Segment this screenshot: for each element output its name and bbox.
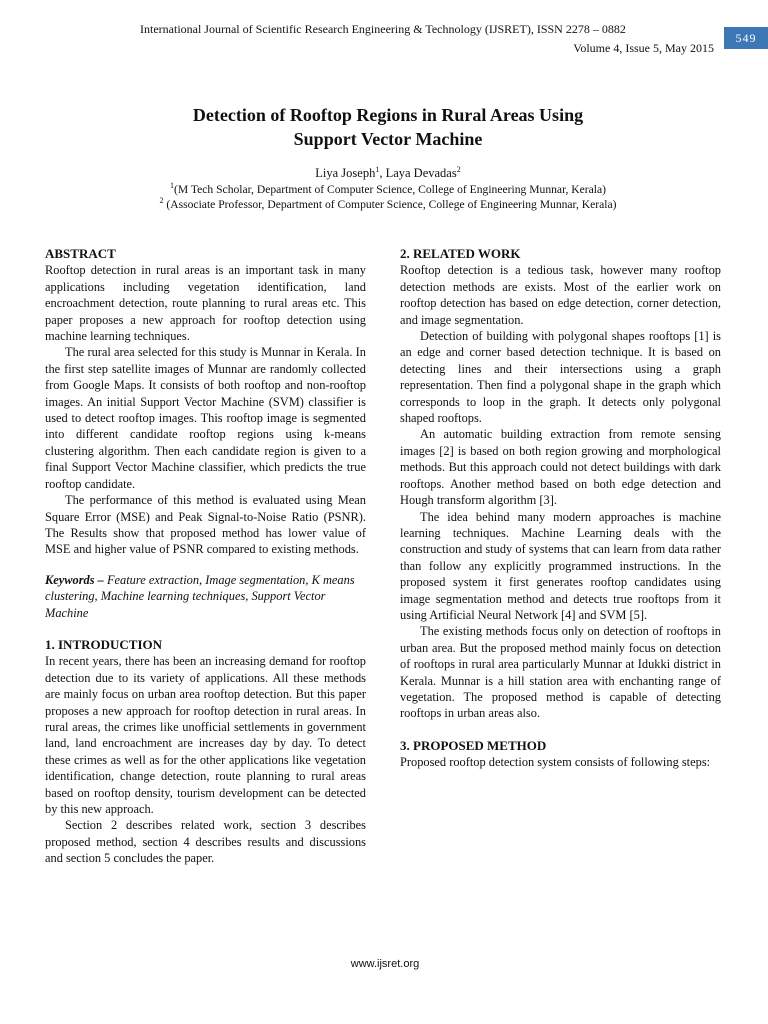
author-1-sup: 1: [375, 164, 380, 174]
affiliation-1: [0, 183, 768, 197]
journal-header: International Journal of Scientific Research Engineering & Technology (IJSRET), ISSN 2278 – 0882: [140, 22, 626, 36]
introduction-heading: 1. INTRODUCTION: [45, 636, 163, 652]
affiliation-2: [0, 198, 768, 212]
title-line-1: Detection of Rooftop Regions in Rural Areas Using: [192, 105, 584, 125]
keywords-label: Keywords –: [45, 572, 104, 587]
abstract-paragraph-2: The rural area selected for this study is Munnar in Kerala. In the first step satellite images of Munnar are randomly collected from Google Maps. It consists of both rooftop and non-rooftop images. An initial Support Vector Machine (SVM) classifier is used to detect rooftop images. This rooftop image is segmented into different candidate rooftop regions using k-means clustering algorithm. Then each candidate region is given to a final Support Vector Machine classifier, which predicts the true rooftop candidate.: [45, 345, 366, 491]
footer-url[interactable]: www.ijsret.org: [350, 958, 420, 970]
author-1: Liya Joseph: [315, 166, 376, 180]
proposed-method-heading: 3. PROPOSED METHOD: [400, 737, 547, 753]
author-2: Laya Devadas: [385, 166, 457, 180]
abstract-heading: ABSTRACT: [45, 246, 116, 261]
affiliation-1-sup: 1: [169, 181, 174, 191]
affiliation-2-text: (Associate Professor, Department of Computer Science, College of Engineering Munnar, Kerala): [163, 198, 617, 211]
related-work-paragraph-2: Detection of building with polygonal shapes rooftops [1] is an edge and corner based detection technique. It is based on detecting lines and their intersections using a graph representation. Then find a polygonal shape in the graph which corresponds to loop in the graph. It detects only polygonal shaped rooftops.: [400, 329, 721, 426]
volume-issue: Volume 4, Issue 5, May 2015: [573, 41, 714, 55]
keywords-text: Feature extraction, Image segmentation, K means clustering, Machine learning techniques, Support Vector Machine: [45, 572, 355, 620]
proposed-method-paragraph-1: Proposed rooftop detection system consists of following steps:: [400, 755, 711, 770]
title-line-2: Support Vector Machine: [293, 129, 483, 149]
abstract-paragraph-1: Rooftop detection in rural areas is an important task in many applications including vegetation identification, land encroachment detection, route planning to rural areas etc. This paper proposes a new approach for rooftop detection using machine learning techniques.: [45, 263, 366, 344]
keywords: [45, 572, 366, 621]
authors: [0, 165, 768, 181]
related-work-paragraph-4: The idea behind many modern approaches is machine learning techniques. Machine Learning deals with the construction and study of systems that can learn from data rather than follow any explicitly programmed instructions. In the proposed system it first generates rooftop candidates using image segmentation method and detects true rooftops from it using Artificial Neural Network [4] and SVM [5].: [400, 509, 721, 622]
abstract-paragraph-3: The performance of this method is evaluated using Mean Square Error (MSE) and Peak Signal-to-Noise Ratio (PSNR). The Results show that proposed method has lower value of MSE and higher value of PSNR compared to existing methods.: [45, 493, 366, 557]
affiliation-2-sup: 2: [159, 196, 164, 206]
introduction-paragraph-2: Section 2 describes related work, section 3 describes proposed method, section 4 describes results and discussions and section 5 concludes the paper.: [45, 818, 366, 866]
paper-title: [0, 103, 768, 151]
left-column: [45, 246, 366, 867]
related-work-paragraph-1: Rooftop detection is a tedious task, however many rooftop detection methods are exists. Most of the earlier work on rooftop detection has based on edge detection, corner detection, and image segmentation.: [400, 263, 721, 327]
affiliation-1-text: (M Tech Scholar, Department of Computer Science, College of Engineering Munnar, Kerala): [173, 183, 607, 196]
page-number-badge: 549: [724, 27, 768, 49]
related-work-paragraph-5: The existing methods focus only on detection of rooftops in urban area. But the proposed method mainly focus on detection of rooftops in rural area particularly Munnar at Idukki district in Kerala. Munnar is a hill station area with enchanting range of vegetation. The proposed method is capable of detecting rooftops in urban areas also.: [400, 624, 721, 721]
author-2-sup: 2: [456, 164, 461, 174]
related-work-paragraph-3: An automatic building extraction from remote sensing images [2] is based on both region growing and morphological methods. But this approach could not detect buildings with dark rooftops. Another method based on both edge detection and Hough transform algorithm [3].: [400, 427, 721, 508]
right-column: [400, 246, 721, 771]
introduction-paragraph-1: In recent years, there has been an increasing demand for rooftop detection due to its variety of applications. All these methods are mainly focus on urban area rooftop detection. But this paper proposes a new approach for rooftop detection in rural areas. In rural areas, the crimes like unofficial settlements in government land, land encroachment are increases day by day. To detect these crimes as well as for the other applications like vegetation identification, change detection, route planning to rural areas based on rooftop density, tourism development can be detected by this new approach.: [45, 654, 366, 816]
related-work-heading: 2. RELATED WORK: [400, 246, 521, 261]
author-separator: ,: [379, 166, 386, 180]
